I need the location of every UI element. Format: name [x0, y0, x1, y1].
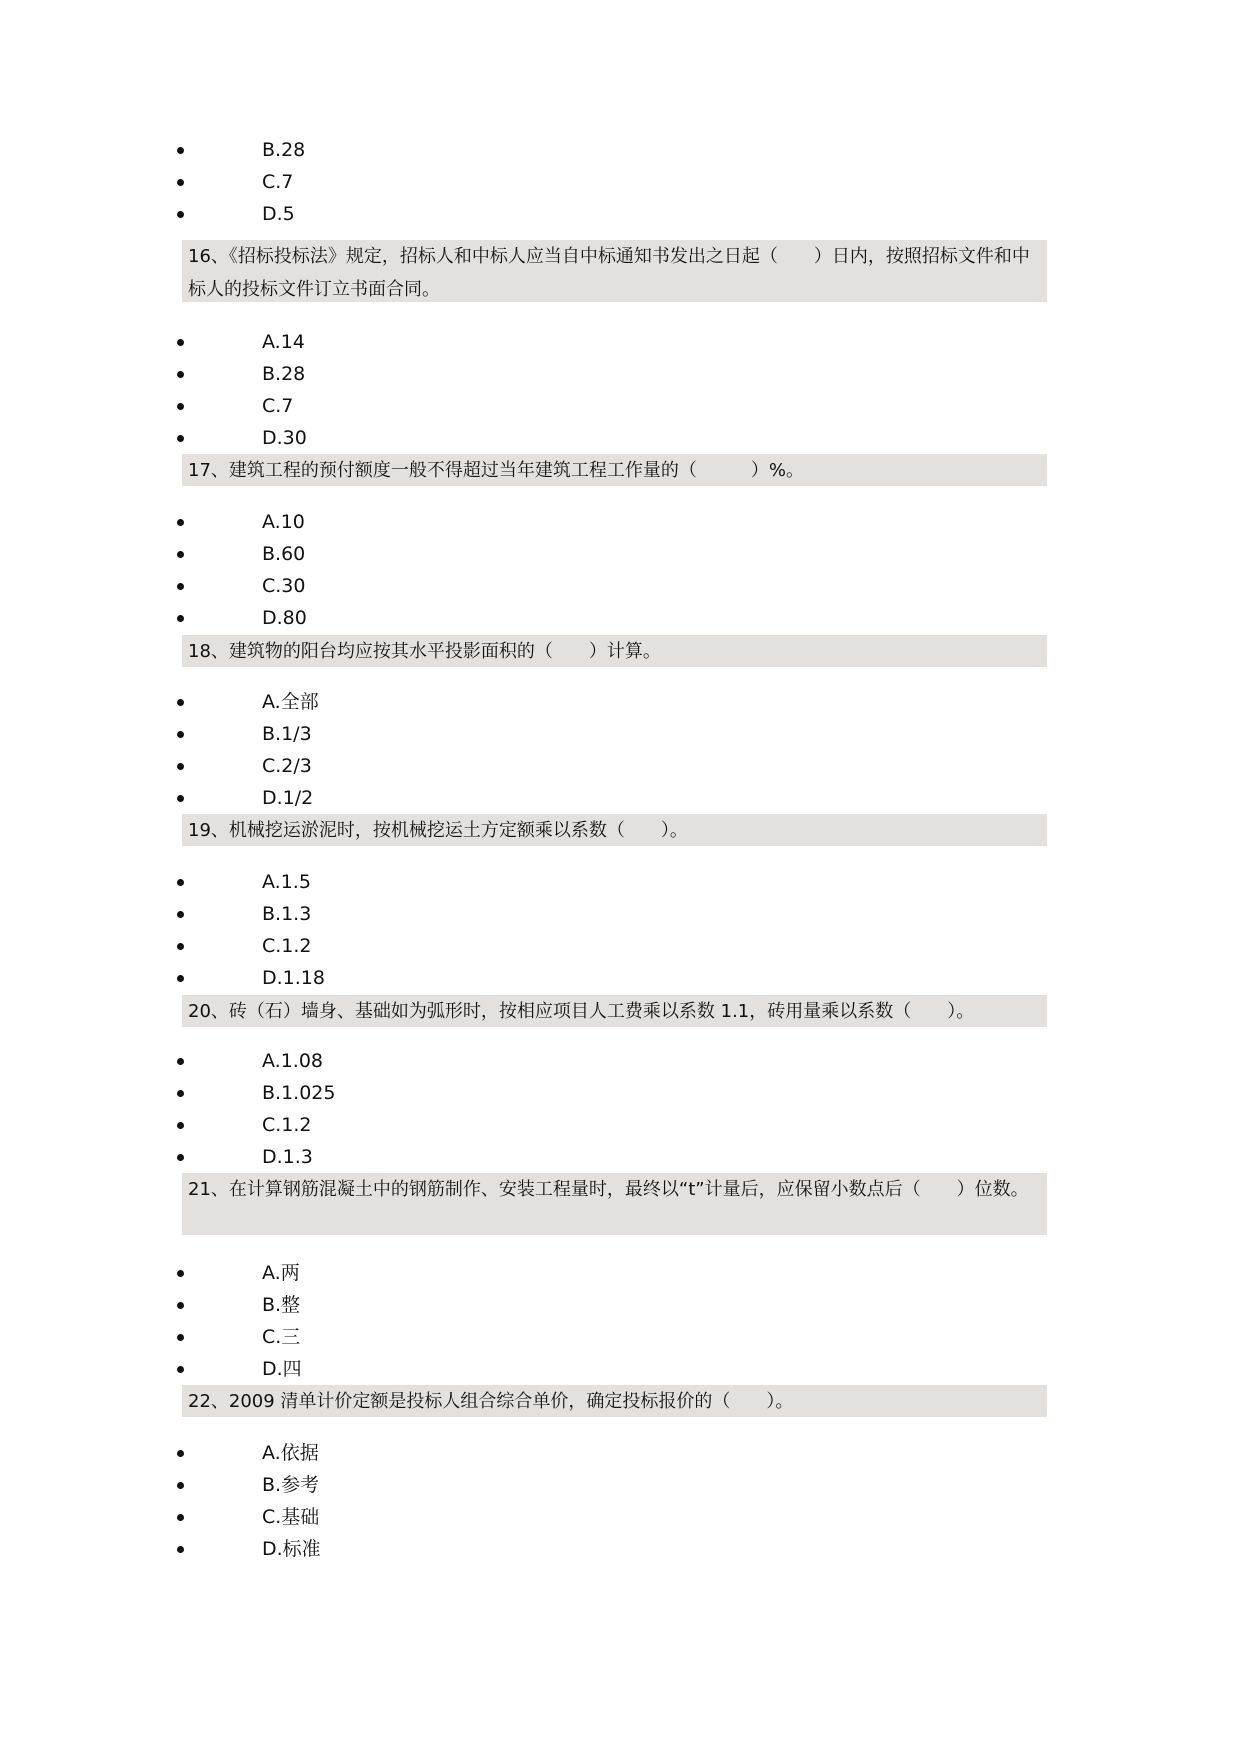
option-text: B.28	[262, 363, 306, 385]
bullet-icon	[177, 583, 184, 590]
option-text: A.14	[262, 331, 305, 353]
option-text: C.2/3	[262, 755, 312, 777]
option-text: B.1.025	[262, 1082, 336, 1104]
option-text: A.全部	[262, 691, 319, 713]
option-text: D.30	[262, 427, 307, 449]
question-text: 16、《招标投标法》规定，招标人和中标人应当自中标通知书发出之日起（ ）日内，按照招标文件和中标人的投标文件订立书面合同。	[182, 240, 1047, 302]
option-text: A.10	[262, 511, 305, 533]
bullet-icon	[177, 403, 184, 410]
bullet-icon	[177, 943, 184, 950]
bullet-icon	[177, 179, 184, 186]
option-text: B.参考	[262, 1474, 320, 1496]
option-item	[0, 1353, 1241, 1385]
option-item	[0, 1321, 1241, 1353]
option-text: C.7	[262, 395, 294, 417]
option-item	[0, 962, 1241, 994]
bullet-icon	[177, 519, 184, 526]
option-item	[0, 198, 1241, 230]
option-item	[0, 1077, 1241, 1109]
option-item	[0, 686, 1241, 718]
option-text: C.三	[262, 1326, 301, 1348]
bullet-icon	[177, 1334, 184, 1341]
option-text: A.依据	[262, 1442, 319, 1464]
bullet-icon	[177, 1058, 184, 1065]
option-text: D.5	[262, 203, 295, 225]
bullet-icon	[177, 551, 184, 558]
option-text: B.1/3	[262, 723, 312, 745]
question-text: 17、建筑工程的预付额度一般不得超过当年建筑工程工作量的（ ）%。	[182, 454, 1047, 486]
bullet-icon	[177, 339, 184, 346]
question-text: 19、机械挖运淤泥时，按机械挖运土方定额乘以系数（ ）。	[182, 814, 1047, 846]
option-item	[0, 422, 1241, 454]
question-text: 22、2009 清单计价定额是投标人组合综合单价，确定投标报价的（ ）。	[182, 1385, 1047, 1417]
bullet-icon	[177, 699, 184, 706]
bullet-icon	[177, 731, 184, 738]
option-item	[0, 930, 1241, 962]
bullet-icon	[177, 763, 184, 770]
bullet-icon	[177, 1090, 184, 1097]
option-item	[0, 506, 1241, 538]
option-item	[0, 134, 1241, 166]
option-text: B.60	[262, 543, 306, 565]
bullet-icon	[177, 911, 184, 918]
bullet-icon	[177, 435, 184, 442]
option-item	[0, 1469, 1241, 1501]
option-item	[0, 1141, 1241, 1173]
option-item	[0, 326, 1241, 358]
bullet-icon	[177, 1514, 184, 1521]
option-item	[0, 1257, 1241, 1289]
option-item	[0, 166, 1241, 198]
option-item	[0, 538, 1241, 570]
option-item	[0, 390, 1241, 422]
option-item	[0, 1045, 1241, 1077]
option-text: D.80	[262, 607, 307, 629]
option-item	[0, 1533, 1241, 1565]
option-text: C.1.2	[262, 935, 312, 957]
option-item	[0, 718, 1241, 750]
option-text: A.1.5	[262, 871, 311, 893]
option-text: B.1.3	[262, 903, 312, 925]
option-item	[0, 602, 1241, 634]
bullet-icon	[177, 879, 184, 886]
bullet-icon	[177, 1482, 184, 1489]
option-item	[0, 898, 1241, 930]
option-text: C.1.2	[262, 1114, 312, 1136]
question-text: 21、在计算钢筋混凝土中的钢筋制作、安装工程量时，最终以“t”计量后，应保留小数点后（ ）位数。	[182, 1173, 1047, 1235]
bullet-icon	[177, 615, 184, 622]
option-item	[0, 570, 1241, 602]
option-item	[0, 1109, 1241, 1141]
option-item	[0, 750, 1241, 782]
bullet-icon	[177, 1154, 184, 1161]
bullet-icon	[177, 795, 184, 802]
option-text: B.整	[262, 1294, 301, 1316]
option-item	[0, 1437, 1241, 1469]
bullet-icon	[177, 1450, 184, 1457]
bullet-icon	[177, 1122, 184, 1129]
bullet-icon	[177, 1302, 184, 1309]
bullet-icon	[177, 371, 184, 378]
option-item	[0, 1289, 1241, 1321]
option-text: D.四	[262, 1358, 302, 1380]
question-text: 20、砖（石）墙身、基础如为弧形时，按相应项目人工费乘以系数 1.1，砖用量乘以系数（ ）。	[182, 995, 1047, 1027]
bullet-icon	[177, 1270, 184, 1277]
option-text: B.28	[262, 139, 306, 161]
option-text: C.30	[262, 575, 306, 597]
option-text: A.1.08	[262, 1050, 324, 1072]
question-text: 18、建筑物的阳台均应按其水平投影面积的（ ）计算。	[182, 635, 1047, 667]
bullet-icon	[177, 1546, 184, 1553]
option-text: D.标准	[262, 1538, 321, 1560]
option-text: C.基础	[262, 1506, 320, 1528]
option-text: D.1.18	[262, 967, 325, 989]
option-text: D.1.3	[262, 1146, 313, 1168]
option-item	[0, 1501, 1241, 1533]
bullet-icon	[177, 147, 184, 154]
bullet-icon	[177, 211, 184, 218]
option-item	[0, 866, 1241, 898]
bullet-icon	[177, 975, 184, 982]
option-item	[0, 782, 1241, 814]
option-text: C.7	[262, 171, 294, 193]
option-item	[0, 358, 1241, 390]
option-text: D.1/2	[262, 787, 314, 809]
bullet-icon	[177, 1366, 184, 1373]
option-text: A.两	[262, 1262, 300, 1284]
